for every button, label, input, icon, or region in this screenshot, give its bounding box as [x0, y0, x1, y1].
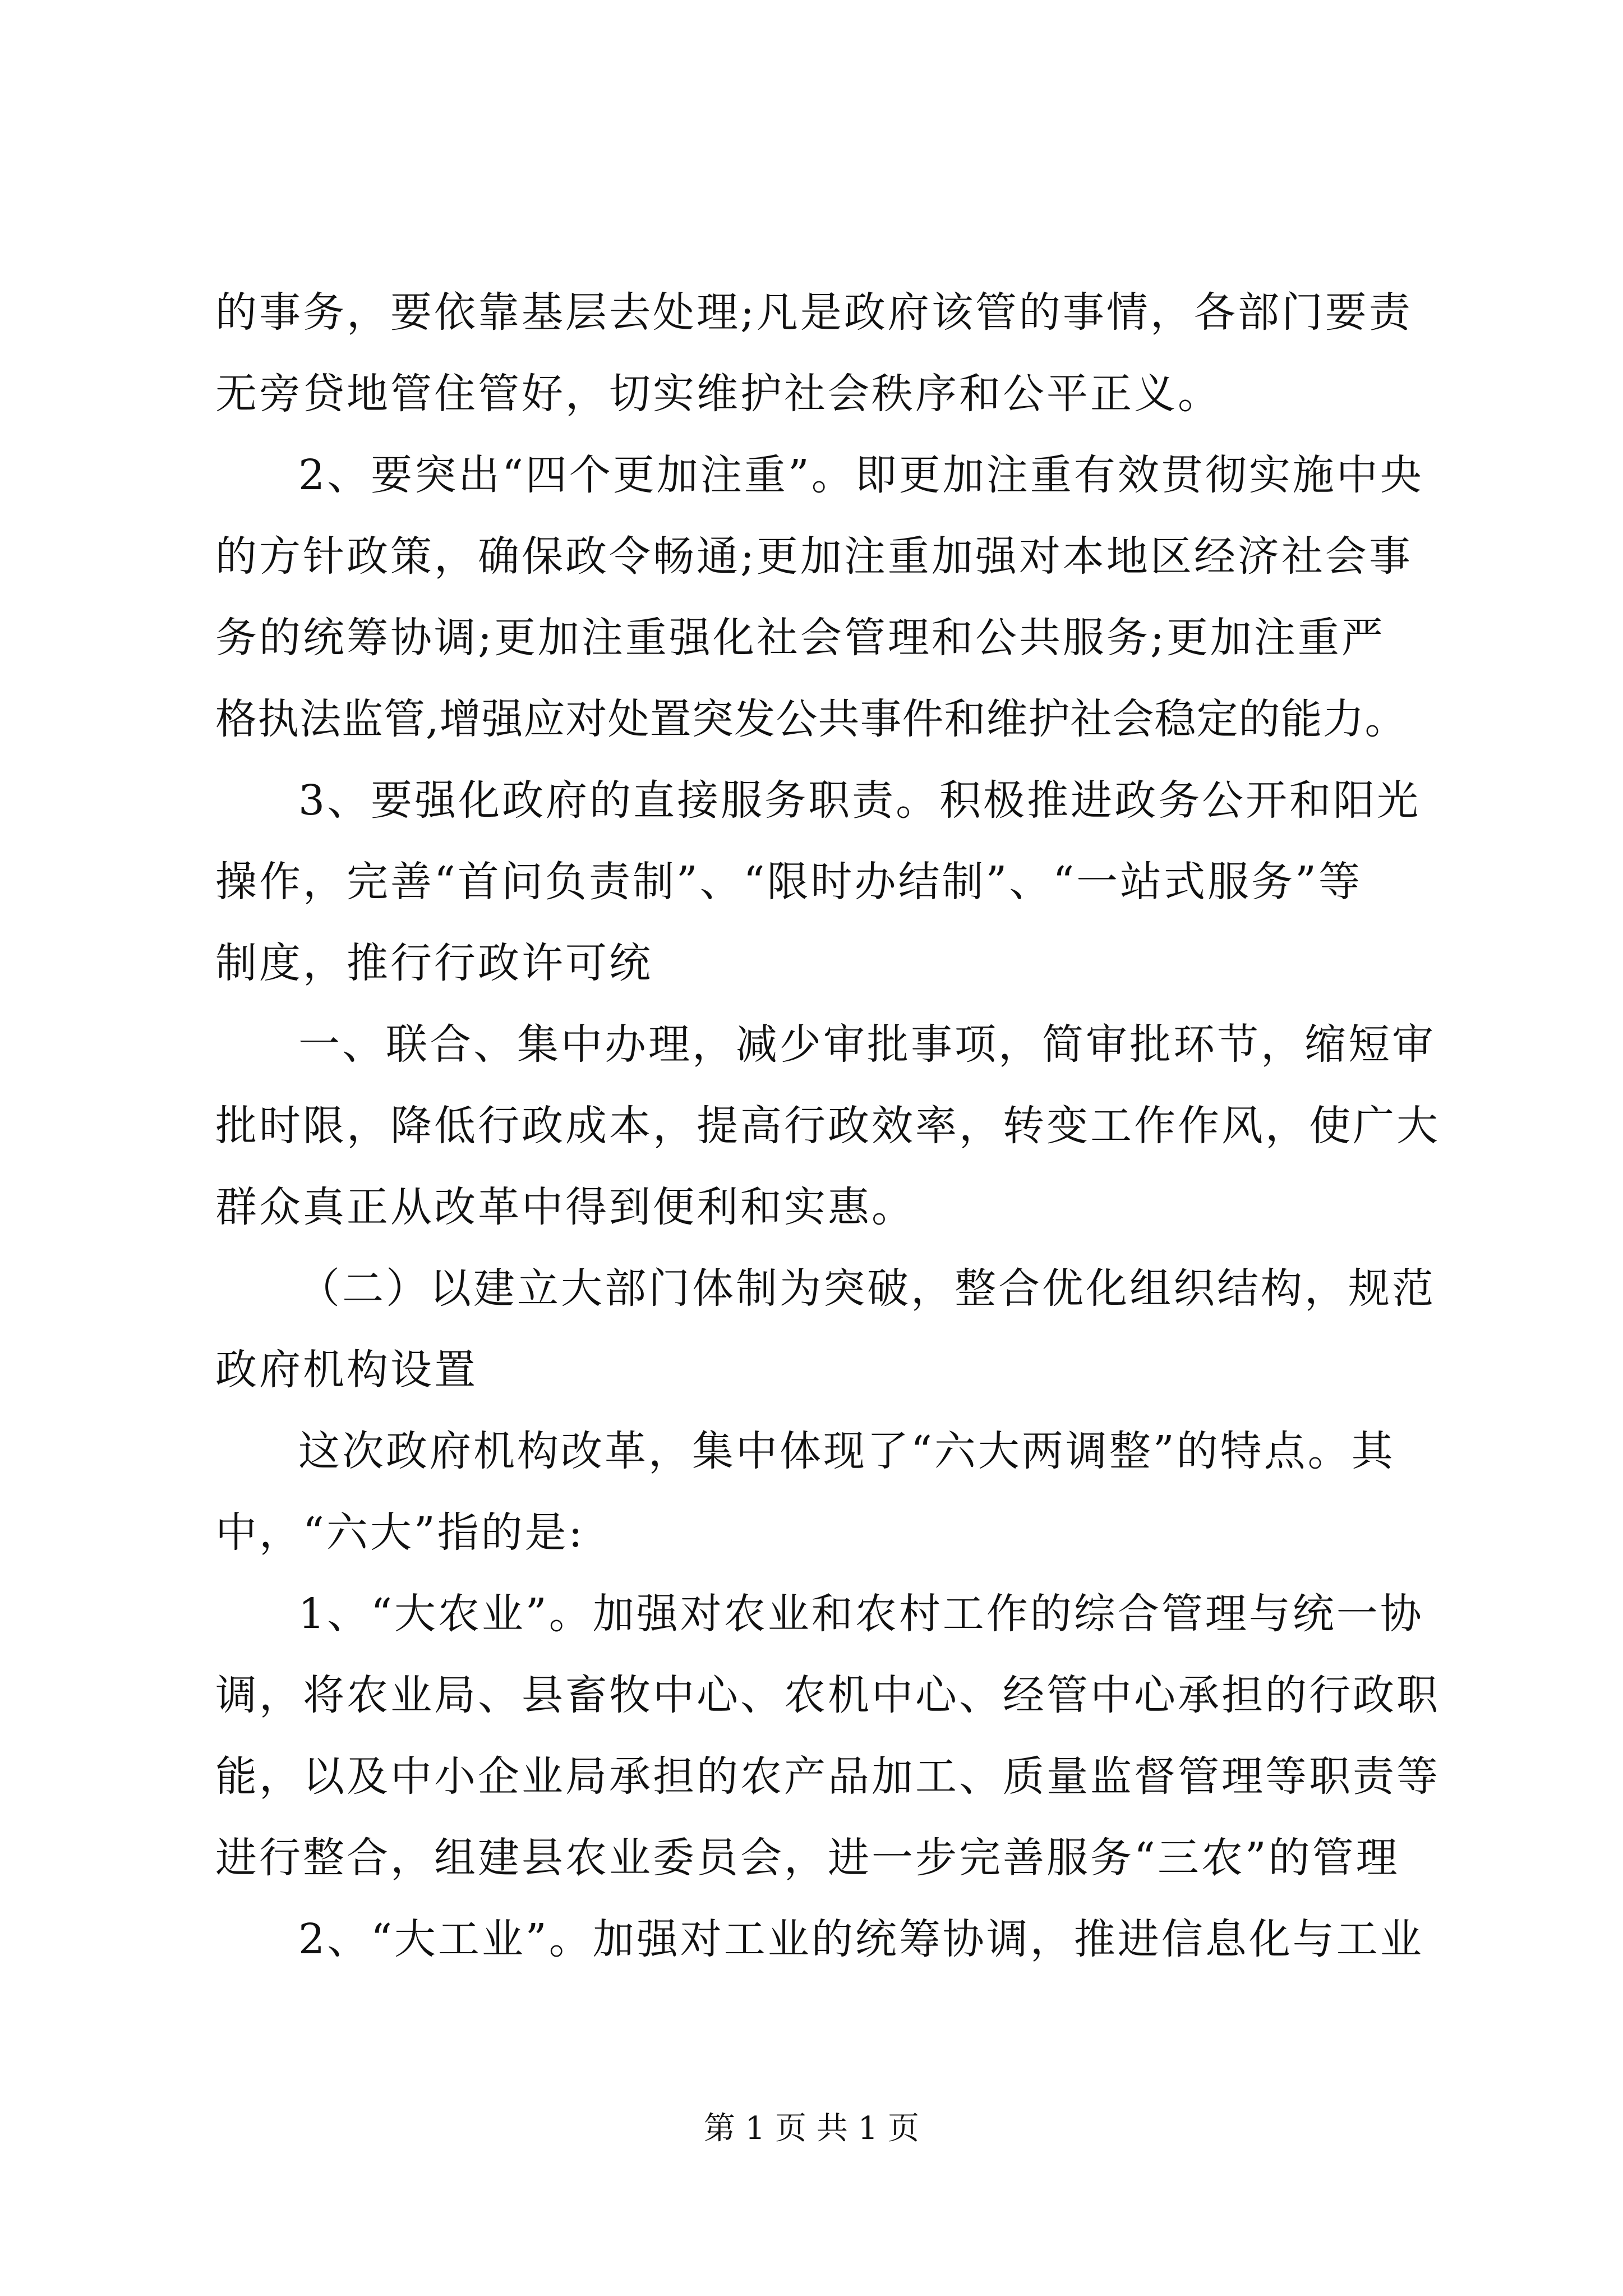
text-line: 制度，推行行政许可统: [215, 939, 653, 987]
text-line: 1、“大农业”。加强对农业和农村工作的综合管理与统一协: [298, 1590, 1424, 1638]
text-line: 批时限，降低行政成本，提高行政效率，转变工作作风，使广大: [215, 1102, 1440, 1150]
page-footer: 第 1 页 共 1 页: [703, 2110, 920, 2147]
text-line: 2、要突出“四个更加注重”。即更加注重有效贯彻实施中央: [298, 451, 1424, 499]
text-line: 操作，完善“首问负责制”、“限时办结制”、“一站式服务”等: [215, 858, 1362, 906]
text-line: 格执法监管,增强应对处置突发公共事件和维护社会稳定的能力。: [215, 695, 1407, 743]
text-line: 调，将农业局、县畜牧中心、农机中心、经管中心承担的行政职: [215, 1671, 1440, 1719]
text-line: 能，以及中小企业局承担的农产品加工、质量监督管理等职责等: [215, 1752, 1440, 1801]
text-line: 这次政府机构改革，集中体现了“六大两调整”的特点。其: [298, 1427, 1395, 1475]
text-line: 群众真正从改革中得到便利和实惠。: [215, 1183, 915, 1231]
text-line: 的方针政策，确保政令畅通;更加注重加强对本地区经济社会事: [215, 532, 1413, 581]
text-line: 的事务，要依靠基层去处理;凡是政府该管的事情，各部门要责: [215, 288, 1413, 337]
text-line: 务的统筹协调;更加注重强化社会管理和公共服务;更加注重严: [215, 614, 1385, 662]
text-line: 2、“大工业”。加强对工业的统筹协调，推进信息化与工业: [298, 1915, 1424, 1963]
text-line: 3、要强化政府的直接服务职责。积极推进政务公开和阳光: [298, 776, 1421, 825]
text-line: 一、联合、集中办理，减少审批事项，简审批环节，缩短审: [298, 1020, 1436, 1069]
section-heading: 政府机构设置: [215, 1346, 478, 1394]
text-line: 进行整合，组建县农业委员会，进一步完善服务“三农”的管理: [215, 1834, 1400, 1882]
text-line: 无旁贷地管住管好，切实维护社会秩序和公平正义。: [215, 370, 1221, 418]
text-line: 中，“六大”指的是:: [215, 1508, 585, 1557]
section-heading: （二）以建立大部门体制为突破，整合优化组织结构，规范: [298, 1264, 1436, 1313]
